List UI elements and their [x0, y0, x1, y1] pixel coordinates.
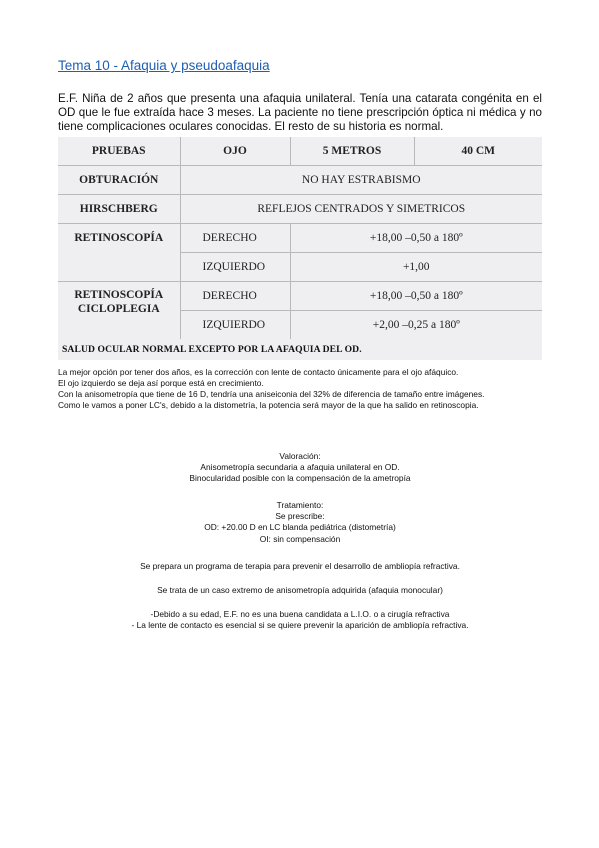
label-hirschberg: HIRSCHBERG [58, 195, 180, 224]
exam-results-table-image [58, 137, 542, 360]
note-line: El ojo izquierdo se deja así porque está en crecimiento. [58, 378, 264, 388]
case-intro: E.F. Niña de 2 años que presenta una afaquia unilateral. Tenía una catarata congénita en el OD que le fue extraída hace 3 meses. La paciente no tiene prescripción óptica ni médica y no tiene complicaciones oculares conocidas. El resto de su historia es normal. [58, 92, 542, 134]
header-pruebas: PRUEBAS [91, 145, 146, 157]
eye-derecho-ciclo: DERECHO [180, 282, 290, 311]
header-5-metros: 5 METROS [290, 137, 414, 166]
tratamiento-heading: Tratamiento: [276, 500, 324, 510]
programa-text [58, 561, 542, 572]
table-row-retinoscopia-oi [58, 253, 542, 282]
tratamiento-sub: Se prescribe: [275, 511, 325, 522]
table-row-retinoscopia-od [58, 224, 542, 253]
value-ciclo-od: +18,00 –0,50 a 180º [290, 282, 542, 311]
tratamiento-line: OI: sin compensación [259, 533, 341, 544]
tratamiento-section [58, 500, 542, 545]
table-row-hirschberg [58, 195, 542, 224]
eye-izquierdo-ciclo: IZQUIERDO [180, 311, 290, 340]
programa-line: Se prepara un programa de terapia para prevenir el desarrollo de ambliopía refractiva. [140, 561, 460, 571]
conclusiones-section [58, 609, 542, 631]
eye-izquierdo: IZQUIERDO [180, 253, 290, 282]
ocular-health-note: SALUD OCULAR NORMAL EXCEPTO POR LA AFAQUIA DEL OD. [62, 344, 362, 355]
value-retinoscopia-oi: +1,00 [290, 253, 542, 282]
conclusion-line: - La lente de contacto es esencial si se quiere prevenir la aparición de ambliopía refractiva. [131, 620, 469, 631]
value-ciclo-oi: +2,00 –0,25 a 180º [290, 311, 542, 340]
label-obturacion: OBTURACIÓN [58, 166, 180, 195]
valoracion-heading: Valoración: [279, 451, 321, 461]
value-retinoscopia-od: +18,00 –0,50 a 180º [290, 224, 542, 253]
valoracion-line: Binocularidad posible con la compensación de la ametropía [189, 473, 411, 484]
valoracion-section [58, 451, 542, 485]
note-line: La mejor opción por tener dos años, es la corrección con lente de contacto únicamente para el ojo afáquico. [58, 367, 459, 377]
clinical-notes [58, 367, 542, 411]
table-header-row [58, 137, 542, 166]
note-line: Con la anisometropía que tiene de 16 D, tendría una aniseiconia del 32% de diferencia de tamaño entre imágenes. [58, 389, 485, 399]
page-title: Tema 10 - Afaquia y pseudoafaquia [58, 58, 270, 73]
note-line: Como le vamos a poner LC's, debido a la distometría, la potencia será mayor de la que ha salido en retinoscopia. [58, 400, 479, 410]
header-ojo: OJO [180, 137, 290, 166]
value-obturacion: NO HAY ESTRABISMO [180, 166, 542, 195]
eye-derecho: DERECHO [180, 224, 290, 253]
header-40-cm: 40 CM [414, 137, 542, 166]
table-row-obturacion [58, 166, 542, 195]
conclusion-line: -Debido a su edad, E.F. no es una buena candidata a L.I.O. o a cirugía refractiva [150, 609, 450, 619]
label-ciclo-line2: CICLOPLEGIA [77, 303, 160, 315]
label-ciclo-line1: RETINOSCOPÍA [74, 289, 164, 301]
exam-results-table [58, 137, 542, 339]
value-hirschberg: REFLEJOS CENTRADOS Y SIMETRICOS [180, 195, 542, 224]
caso-line: Se trata de un caso extremo de anisometropía adquirida (afaquia monocular) [157, 585, 443, 595]
caso-text [58, 585, 542, 596]
valoracion-line: Anisometropía secundaria a afaquia unilateral en OD. [200, 462, 400, 473]
label-retinoscopia-cicloplegia [58, 282, 180, 340]
label-retinoscopia: RETINOSCOPÍA [58, 224, 180, 253]
tratamiento-line: OD: +20.00 D en LC blanda pediátrica (distometría) [204, 522, 396, 533]
table-row-ciclopegia-od [58, 282, 542, 311]
